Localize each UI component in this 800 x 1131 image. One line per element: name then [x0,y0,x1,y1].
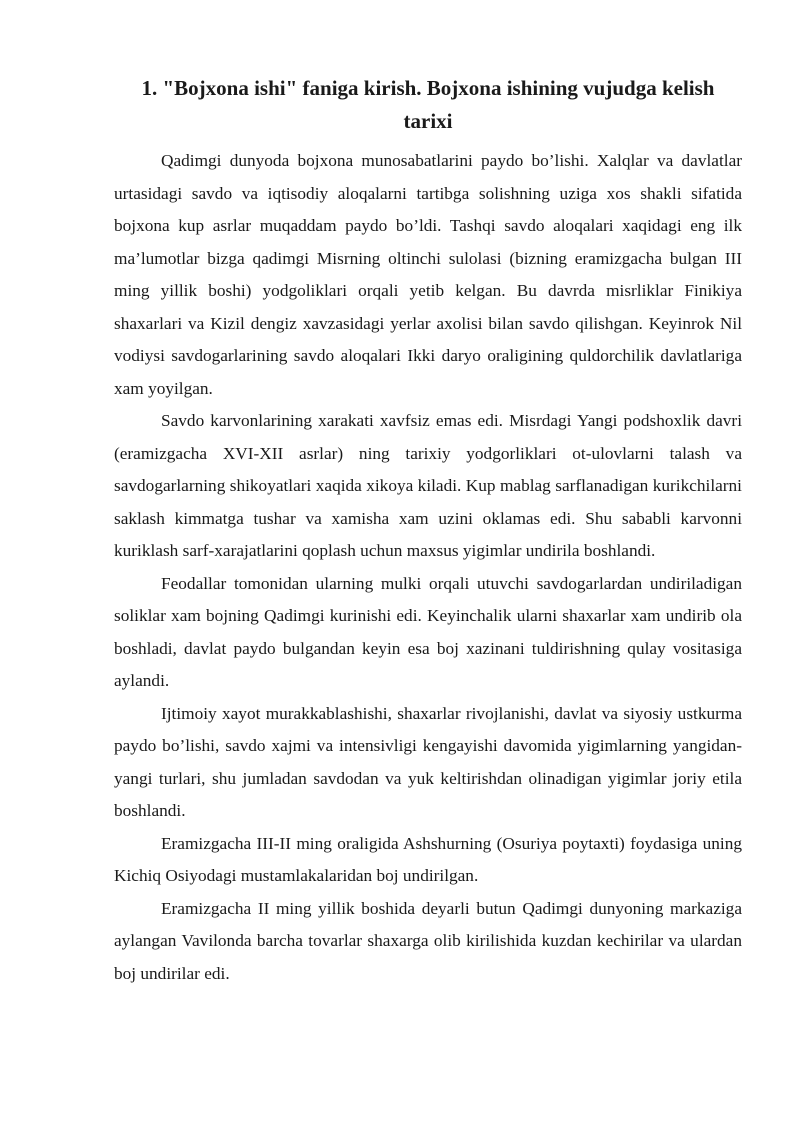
page-title: 1. "Bojxona ishi" faniga kirish. Bojxona ishining vujudga kelish tarixi [141,76,715,133]
paragraph-1: Qadimgi dunyoda bojxona munosabatlarini paydo bo’lishi. Xalqlar va davlatlar urtasidagi savdo va iqtisodiy aloqalarni tartibga solishning uziga xos shakli sifatida bojxona kup asrlar muqaddam paydo bo’ldi. Tashqi savdo aloqalari xaqidagi eng ilk ma’lumotlar bizga qadimgi Misrning oltinchi sulolasi (bizning eramizgacha bulgan III ming yillik boshi) yodgoliklari orqali yetib kelgan. Bu davrda misrliklar Finikiya shaxarlari va Kizil dengiz xavzasidagi yerlar axolisi bilan savdo qilishgan. Keyinrok Nil vodiysi savdogarlarining savdo aloqalari Ikki daryo oraligining quldorchilik davlatlariga xam yoyilgan. [114,151,742,398]
paragraph-5: Eramizgacha III-II ming oraligida Ashshurning (Osuriya poytaxti) foydasiga uning Kichiq Osiyodagi mustamlakalaridan boj undirilgan. [114,833,742,885]
paragraph-6: Eramizgacha II ming yillik boshida deyarli butun Qadimgi dunyoning markaziga aylangan Vavilonda barcha tovarlar shaxarga olib kirilishida kuzdan kechirilar va ulardan boj undirilar edi. [114,898,742,983]
paragraph-2: Savdo karvonlarining xarakati xavfsiz emas edi. Misrdagi Yangi podshoxlik davri (eramizgacha XVI-XII asrlar) ning tarixiy yodgorliklari ot-ulovlarni talash va savdogarlarning shikoyatlari xaqida xikoya kiladi. Kup mablag sarflanadigan kurikchilarni saklash kimmatga tushar va xamisha xam uzini oklamas edi. Shu sababli karvonni kuriklash sarf-xarajatlarini qoplash uchun maxsus yigimlar undirila boshlandi. [114,411,742,560]
document-body [114,72,742,990]
paragraph-4: Ijtimoiy xayot murakkablashishi, shaxarlar rivojlanishi, davlat va siyosiy ustkurma paydo bo’lishi, savdo xajmi va intensivligi kengayishi davomida yigimlarning yangidan-yangi turlari, shu jumladan savdodan va yuk keltirishdan olinadigan yigimlar joriy etila boshlandi. [114,703,742,820]
paragraph-3: Feodallar tomonidan ularning mulki orqali utuvchi savdogarlardan undiriladigan soliklar xam bojning Qadimgi kurinishi edi. Keyinchalik ularni shaxarlar xam undirib ola boshladi, davlat paydo bulgandan keyin esa boj xazinani tuldirishning qulay vositasiga aylandi. [114,573,742,690]
